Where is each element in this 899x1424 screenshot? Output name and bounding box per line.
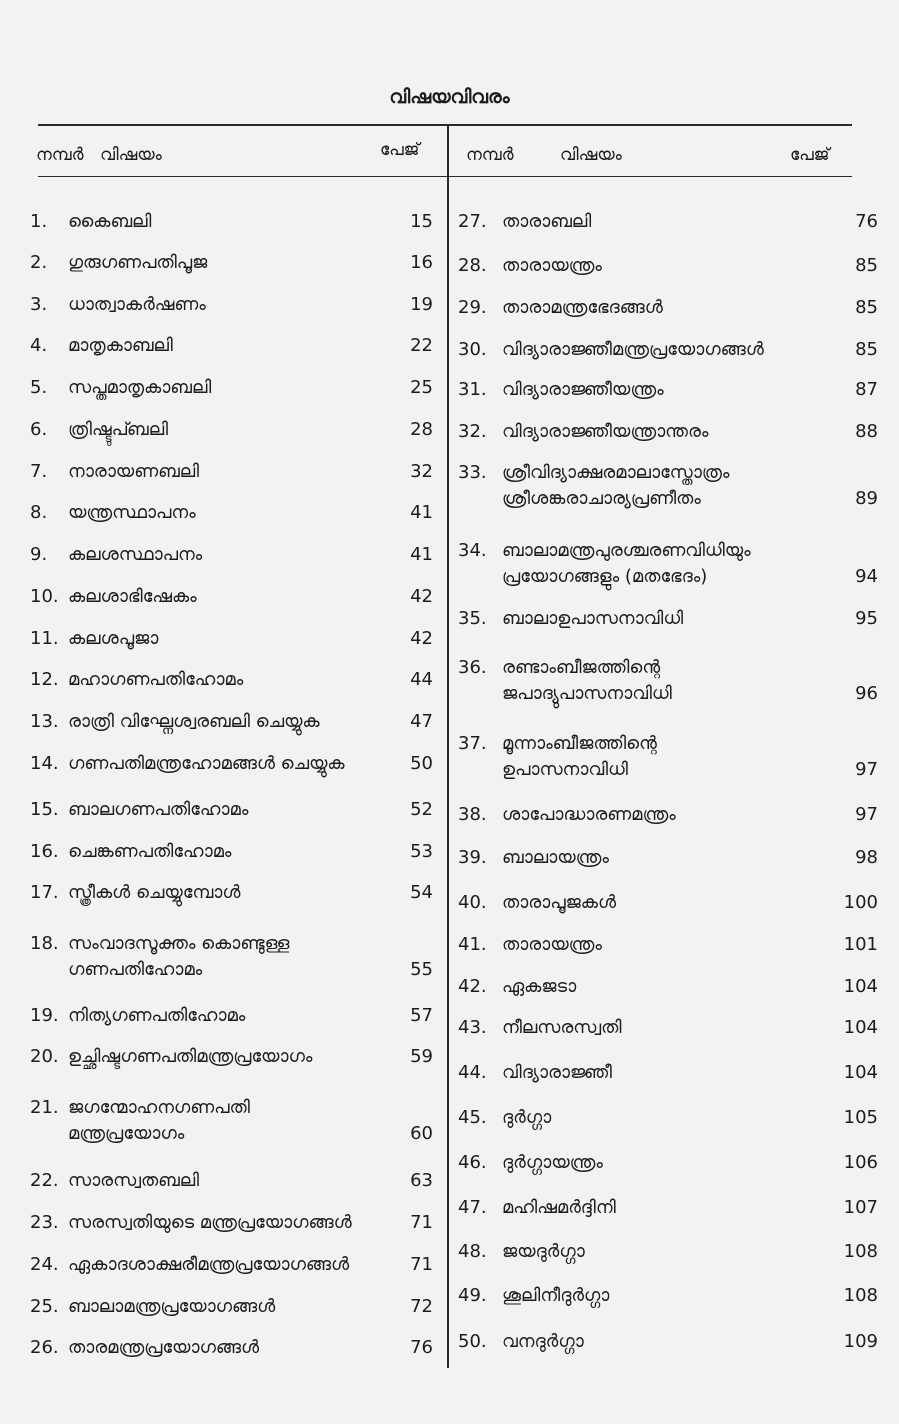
toc-entry xyxy=(458,890,878,916)
toc-entry-number: 20. xyxy=(30,1046,59,1067)
toc-entry-title: സപ്തമാതൃകാബലി xyxy=(68,377,212,398)
toc-entry-page: 55 xyxy=(410,959,433,980)
toc-entry-page: 104 xyxy=(843,976,878,997)
toc-entry-title: താരായന്ത്രം xyxy=(502,255,602,276)
toc-entry-title: ധാത്വാകർഷണം xyxy=(68,294,206,315)
toc-entry-number: 17. xyxy=(30,882,59,903)
toc-entry-page: 15 xyxy=(410,211,433,232)
toc-entry xyxy=(30,1252,433,1278)
toc-entry-title: ഉപാസനാവിധി xyxy=(502,759,628,780)
toc-entry-number: 1. xyxy=(30,211,48,232)
toc-entry xyxy=(458,845,878,871)
toc-entry-page: 100 xyxy=(843,892,878,913)
toc-entry-title: വിദ്യാരാജ്ഞീയന്ത്രാന്തരം xyxy=(502,421,709,442)
toc-entry-number: 45. xyxy=(458,1107,487,1128)
toc-entry-number: 23. xyxy=(30,1212,59,1233)
toc-entry-title: ഗണപതിമന്ത്രഹോമങ്ങൾ ചെയ്യുക xyxy=(68,753,345,774)
toc-entry-page: 107 xyxy=(843,1197,878,1218)
toc-entry-number: 42. xyxy=(458,976,487,997)
toc-entry-page: 57 xyxy=(410,1005,433,1026)
toc-entry-page: 63 xyxy=(410,1170,433,1191)
toc-entry-number: 6. xyxy=(30,419,48,440)
toc-entry xyxy=(458,1283,878,1309)
toc-entry-title: നീലസരസ്വതി xyxy=(502,1017,622,1038)
toc-entry-title: പ്രയോഗങ്ങളും (മതഭേദം) xyxy=(502,566,708,587)
toc-entry-page: 104 xyxy=(843,1062,878,1083)
toc-entry-number: 7. xyxy=(30,461,48,482)
toc-entry-number: 36. xyxy=(458,657,487,678)
toc-entry-page: 25 xyxy=(410,377,433,398)
toc-entry xyxy=(458,419,878,445)
toc-entry-page: 44 xyxy=(410,669,433,690)
toc-entry-title: വിദ്യാരാജ്ഞീ xyxy=(502,1062,612,1083)
toc-entry xyxy=(30,1003,433,1029)
toc-entry-page: 85 xyxy=(855,255,878,276)
toc-entry-page: 76 xyxy=(855,211,878,232)
toc-entry-title: ദുർഗ്ഗായന്ത്രം xyxy=(502,1152,603,1173)
toc-entry xyxy=(458,932,878,958)
toc-entry-title: ബാലഗണപതിഹോമം xyxy=(68,799,249,820)
toc-entry-page: 76 xyxy=(410,1337,433,1358)
toc-entry xyxy=(30,667,433,693)
toc-entry-title: വനദുർഗ്ഗാ xyxy=(502,1331,584,1352)
toc-entry-page: 108 xyxy=(843,1241,878,1262)
toc-entry-number: 29. xyxy=(458,297,487,318)
toc-entry-title: സരസ്വതിയുടെ മന്ത്രപ്രയോഗങ്ങൾ xyxy=(68,1212,352,1233)
toc-entry-number: 11. xyxy=(30,628,59,649)
toc-entry xyxy=(458,209,878,235)
toc-entry-number: 46. xyxy=(458,1152,487,1173)
toc-entry-page: 101 xyxy=(843,934,878,955)
toc-entry-page: 98 xyxy=(855,847,878,868)
right-header-page: പേജ് xyxy=(790,145,830,165)
toc-entry-title: ശ്രീശങ്കരാചാര്യപ്രണീതം xyxy=(502,488,701,509)
toc-entry-number: 18. xyxy=(30,933,59,954)
toc-entry-number: 19. xyxy=(30,1005,59,1026)
toc-entry xyxy=(458,1195,878,1221)
toc-entry-page: 105 xyxy=(843,1107,878,1128)
toc-entry xyxy=(30,417,433,443)
toc-entry-title: മഹാഗണപതിഹോമം xyxy=(68,669,244,690)
toc-entry-number: 15. xyxy=(30,799,59,820)
toc-entry xyxy=(458,802,878,828)
toc-entry xyxy=(30,626,433,652)
toc-entry-title: കലശപൂജാ xyxy=(68,628,159,649)
toc-entry-page: 71 xyxy=(410,1254,433,1275)
toc-entry-page: 54 xyxy=(410,882,433,903)
toc-entry-title: ശ്രീവിദ്യാക്ഷരമാലാസ്തോത്രം xyxy=(502,462,730,483)
toc-entry xyxy=(30,931,433,983)
toc-entry-page: 88 xyxy=(855,421,878,442)
left-header-num: നമ്പർ xyxy=(36,145,84,165)
toc-entry-title: ഗണപതിഹോമം xyxy=(68,959,203,980)
toc-entry-title: നിത്യഗണപതിഹോമം xyxy=(68,1005,246,1026)
toc-entry-title: മാതൃകാബലി xyxy=(68,335,173,356)
toc-entry-title: കൈബലി xyxy=(68,211,152,232)
toc-entry-title: ഗുരുഗണപതിപൂജ xyxy=(68,252,208,273)
toc-entry-number: 14. xyxy=(30,753,59,774)
toc-entry-title: യന്ത്രസ്ഥാപനം xyxy=(68,502,196,523)
toc-entry-number: 8. xyxy=(30,502,48,523)
toc-entry xyxy=(458,295,878,321)
toc-entry xyxy=(30,333,433,359)
toc-entry-title: മഹിഷമർദ്ദിനി xyxy=(502,1197,616,1218)
toc-entry-title: ജയദുർഗ്ഗാ xyxy=(502,1241,585,1262)
toc-entry-number: 41. xyxy=(458,934,487,955)
toc-entry xyxy=(30,1044,433,1070)
toc-entry xyxy=(458,538,878,590)
toc-entry-number: 40. xyxy=(458,892,487,913)
toc-entry-number: 39. xyxy=(458,847,487,868)
toc-entry-number: 43. xyxy=(458,1017,487,1038)
toc-entry-title: ബാലാമന്ത്രപ്രയോഗങ്ങൾ xyxy=(68,1296,276,1317)
toc-entry-page: 108 xyxy=(843,1285,878,1306)
toc-entry-title: വിദ്യാരാജ്ഞീമന്ത്രപ്രയോഗങ്ങൾ xyxy=(502,339,764,360)
toc-entry xyxy=(30,292,433,318)
toc-entry-title: ശാപോദ്ധാരണമന്ത്രം xyxy=(502,804,676,825)
toc-entry-page: 41 xyxy=(410,502,433,523)
toc-entry xyxy=(458,1105,878,1131)
toc-entry-title: രാത്രി വിഘ്നേശ്വരബലി ചെയ്യുക xyxy=(68,711,320,732)
toc-entry-number: 27. xyxy=(458,211,487,232)
toc-entry-page: 89 xyxy=(855,488,878,509)
toc-entry-number: 32. xyxy=(458,421,487,442)
toc-entry-title: ബാലായന്ത്രം xyxy=(502,847,609,868)
toc-entry-title: ജപാദ്യുപാസനാവിധി xyxy=(502,683,672,704)
toc-entry xyxy=(458,1239,878,1265)
toc-entry-number: 31. xyxy=(458,379,487,400)
toc-entry-title: നാരായണബലി xyxy=(68,461,200,482)
toc-entry-number: 26. xyxy=(30,1337,59,1358)
toc-entry-page: 41 xyxy=(410,544,433,565)
toc-entry-number: 44. xyxy=(458,1062,487,1083)
page-title: വിഷയവിവരം xyxy=(389,86,510,108)
toc-entry-number: 24. xyxy=(30,1254,59,1275)
left-header-page: പേജ് xyxy=(380,140,420,160)
toc-entry xyxy=(30,459,433,485)
left-header-subject: വിഷയം xyxy=(100,145,162,165)
toc-entry-title: ചെങ്കണപതിഹോമം xyxy=(68,841,232,862)
toc-entry xyxy=(458,1150,878,1176)
toc-entry-page: 104 xyxy=(843,1017,878,1038)
toc-entry-number: 22. xyxy=(30,1170,59,1191)
toc-entry-title: ത്രിഷ്ടുപ്ബലി xyxy=(68,419,169,440)
toc-entry-number: 48. xyxy=(458,1241,487,1262)
toc-entry-number: 25. xyxy=(30,1296,59,1317)
toc-entry xyxy=(458,731,878,783)
toc-entry-number: 16. xyxy=(30,841,59,862)
toc-entry-title: താരായന്ത്രം xyxy=(502,934,602,955)
toc-entry-number: 28. xyxy=(458,255,487,276)
toc-entry-number: 2. xyxy=(30,252,48,273)
toc-entry-number: 34. xyxy=(458,540,487,561)
toc-entry-number: 37. xyxy=(458,733,487,754)
toc-entry-title: താരാമന്ത്രഭേദങ്ങൾ xyxy=(502,297,663,318)
toc-entry-page: 47 xyxy=(410,711,433,732)
toc-entry xyxy=(458,337,878,363)
toc-entry-title: വിദ്യാരാജ്ഞീയന്ത്രം xyxy=(502,379,664,400)
toc-entry-number: 35. xyxy=(458,608,487,629)
toc-entry-title: രണ്ടാംബീജത്തിന്റെ xyxy=(502,657,661,678)
toc-entry xyxy=(30,500,433,526)
toc-entry-page: 19 xyxy=(410,294,433,315)
toc-entry-number: 21. xyxy=(30,1097,59,1118)
toc-entry-number: 13. xyxy=(30,711,59,732)
toc-entry-page: 85 xyxy=(855,339,878,360)
toc-entry xyxy=(458,1329,878,1355)
toc-entry xyxy=(30,839,433,865)
toc-entry-title: സംവാദസൂക്തം കൊണ്ടുള്ള xyxy=(68,933,290,954)
toc-entry-page: 87 xyxy=(855,379,878,400)
toc-entry-page: 53 xyxy=(410,841,433,862)
toc-entry-title: ബാലാമന്ത്രപുരശ്ചരണവിധിയും xyxy=(502,540,751,561)
toc-entry-page: 42 xyxy=(410,586,433,607)
toc-entry-page: 109 xyxy=(843,1331,878,1352)
toc-entry-number: 33. xyxy=(458,462,487,483)
toc-entry-title: ദുർഗ്ഗാ xyxy=(502,1107,552,1128)
toc-entry-title: മൂന്നാംബീജത്തിന്റെ xyxy=(502,733,657,754)
toc-entry-page: 94 xyxy=(855,566,878,587)
toc-entry-page: 85 xyxy=(855,297,878,318)
toc-entry-page: 28 xyxy=(410,419,433,440)
toc-entry-number: 49. xyxy=(458,1285,487,1306)
toc-entry xyxy=(30,584,433,610)
toc-entry-number: 50. xyxy=(458,1331,487,1352)
toc-entry xyxy=(30,880,433,906)
toc-entry-page: 96 xyxy=(855,683,878,704)
top-rule xyxy=(38,124,852,126)
toc-entry-title: കലശാഭിഷേകം xyxy=(68,586,197,607)
toc-entry-title: താരാപൂജകൾ xyxy=(502,892,617,913)
toc-entry-title: മന്ത്രപ്രയോഗം xyxy=(68,1123,185,1144)
toc-entry xyxy=(30,1095,433,1147)
toc-entry xyxy=(30,1210,433,1236)
toc-entry-number: 47. xyxy=(458,1197,487,1218)
toc-entry-page: 52 xyxy=(410,799,433,820)
toc-entry xyxy=(30,250,433,276)
toc-entry xyxy=(458,974,878,1000)
toc-entry xyxy=(458,377,878,403)
toc-entry-number: 5. xyxy=(30,377,48,398)
toc-entry-title: ഏകജടാ xyxy=(502,976,577,997)
toc-entry-title: സാരസ്വതബലി xyxy=(68,1170,200,1191)
toc-entry-number: 30. xyxy=(458,339,487,360)
right-header-subject: വിഷയം xyxy=(560,145,622,165)
toc-entry-title: ജഗന്മോഹനഗണപതി xyxy=(68,1097,250,1118)
toc-entry xyxy=(30,375,433,401)
toc-entry-title: കലശസ്ഥാപനം xyxy=(68,544,203,565)
toc-entry-page: 97 xyxy=(855,759,878,780)
toc-entry-title: ശൂലിനീദുർഗ്ഗാ xyxy=(502,1285,610,1306)
toc-entry-page: 97 xyxy=(855,804,878,825)
toc-entry-title: താരാബലി xyxy=(502,211,592,232)
toc-entry-page: 32 xyxy=(410,461,433,482)
toc-entry-page: 50 xyxy=(410,753,433,774)
toc-entry-page: 60 xyxy=(410,1123,433,1144)
toc-entry-page: 16 xyxy=(410,252,433,273)
toc-entry xyxy=(30,709,433,735)
toc-entry xyxy=(458,606,878,632)
toc-entry xyxy=(458,460,878,512)
toc-entry-title: ഏകാദശാക്ഷരീമന്ത്രപ്രയോഗങ്ങൾ xyxy=(68,1254,350,1275)
toc-entry xyxy=(30,1168,433,1194)
toc-entry-number: 3. xyxy=(30,294,48,315)
toc-entry xyxy=(30,1335,433,1361)
toc-entry xyxy=(30,1294,433,1320)
toc-entry xyxy=(30,542,433,568)
toc-entry-page: 59 xyxy=(410,1046,433,1067)
toc-entry xyxy=(458,1060,878,1086)
toc-entry-number: 38. xyxy=(458,804,487,825)
toc-entry-page: 42 xyxy=(410,628,433,649)
header-rule xyxy=(38,176,852,177)
toc-entry xyxy=(458,655,878,707)
column-divider xyxy=(447,124,449,1368)
toc-entry xyxy=(30,797,433,823)
toc-entry-number: 12. xyxy=(30,669,59,690)
toc-entry-page: 71 xyxy=(410,1212,433,1233)
toc-entry xyxy=(458,1015,878,1041)
toc-entry-title: താരമന്ത്രപ്രയോഗങ്ങൾ xyxy=(68,1337,260,1358)
toc-entry-title: ബാലാഉപാസനാവിധി xyxy=(502,608,684,629)
toc-entry xyxy=(458,253,878,279)
toc-entry-title: ഉച്ഛിഷ്ടഗണപതിമന്ത്രപ്രയോഗം xyxy=(68,1046,313,1067)
right-header-num: നമ്പർ xyxy=(466,145,514,165)
toc-entry-page: 95 xyxy=(855,608,878,629)
toc-entry-number: 10. xyxy=(30,586,59,607)
toc-entry-page: 106 xyxy=(843,1152,878,1173)
toc-entry-page: 22 xyxy=(410,335,433,356)
toc-entry-number: 9. xyxy=(30,544,48,565)
toc-entry xyxy=(30,751,433,777)
toc-entry-page: 72 xyxy=(410,1296,433,1317)
toc-entry-title: സ്ത്രീകൾ ചെയ്യുമ്പോൾ xyxy=(68,882,241,903)
toc-entry-number: 4. xyxy=(30,335,48,356)
toc-entry xyxy=(30,209,433,235)
